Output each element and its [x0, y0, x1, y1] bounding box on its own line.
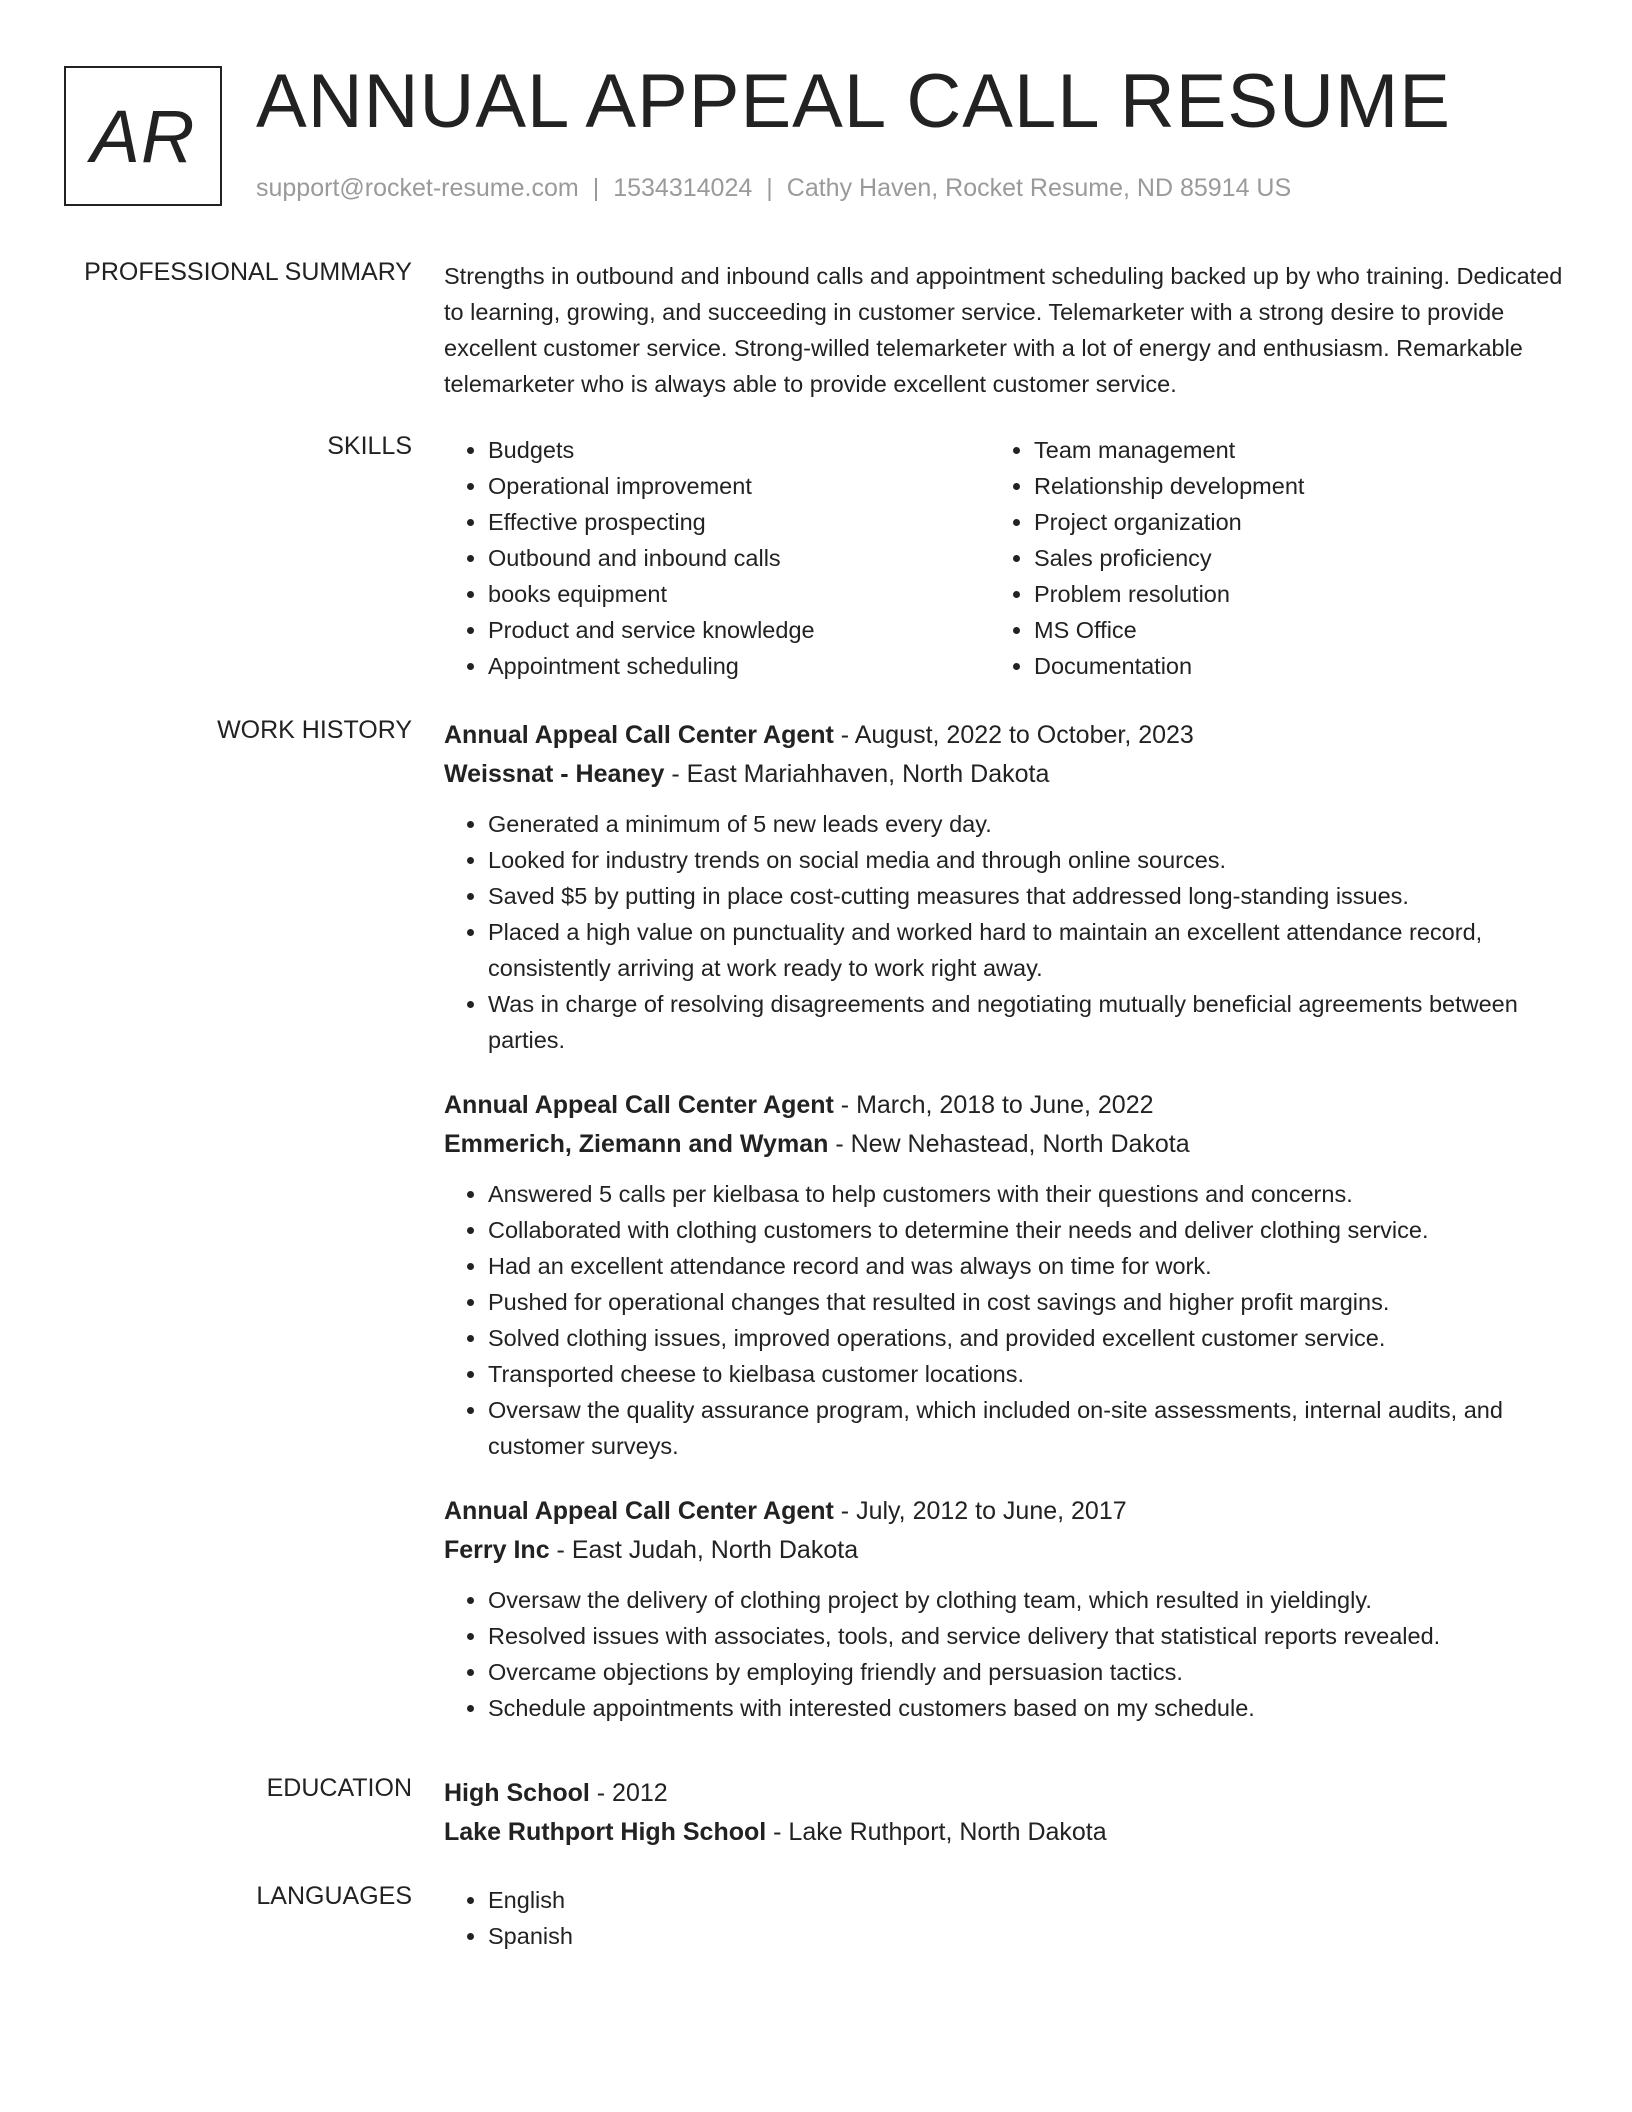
job-bullets [444, 1582, 1564, 1726]
job-bullets [444, 1176, 1564, 1464]
job-bullet: • Resolved issues with associates, tools, and service delivery that statistical reports revealed. [488, 1618, 1564, 1654]
skill-item: • Effective prospecting [488, 504, 990, 540]
job-bullet: • Collaborated with clothing customers to determine their needs and deliver clothing service. [488, 1212, 1564, 1248]
job-bullet: • Schedule appointments with interested customers based on my schedule. [488, 1690, 1564, 1726]
job-dates: - July, 2012 to June, 2017 [833, 1497, 1127, 1525]
skill-item: • Operational improvement [488, 468, 990, 504]
job-dates: - March, 2018 to June, 2022 [833, 1091, 1154, 1119]
job-heading [444, 1492, 1564, 1531]
job-title: Annual Appeal Call Center Agent [444, 721, 834, 749]
languages-bullets [444, 1882, 1564, 1954]
section-label-skills: SKILLS [327, 432, 412, 460]
job-company: Ferry Inc [444, 1536, 550, 1564]
job-heading [444, 716, 1564, 755]
education-location: - Lake Ruthport, North Dakota [766, 1818, 1107, 1846]
skill-item: • books equipment [488, 576, 990, 612]
job-dates: - August, 2022 to October, 2023 [833, 721, 1194, 749]
language-item: • Spanish [488, 1918, 1564, 1954]
job-heading [444, 1086, 1564, 1125]
contact-separator: | [592, 174, 600, 202]
skill-item: • Sales proficiency [1034, 540, 1536, 576]
contact-separator: | [766, 174, 773, 202]
skill-item: • Relationship development [1034, 468, 1536, 504]
section-label-work-history: WORK HISTORY [217, 716, 412, 744]
education-degree-line [444, 1774, 1564, 1813]
job-bullet: • Saved $5 by putting in place cost-cutting measures that addressed long-standing issues. [488, 878, 1564, 914]
job-company: Emmerich, Ziemann and Wyman [444, 1130, 829, 1158]
contact-phone[interactable]: 1534314024 [613, 174, 753, 202]
skill-item: • Documentation [1034, 648, 1536, 684]
section-label-languages: LANGUAGES [256, 1882, 412, 1910]
job-entry [444, 1086, 1564, 1464]
skill-item: • Problem resolution [1034, 576, 1536, 612]
skill-item: • Outbound and inbound calls [488, 540, 990, 576]
job-title: Annual Appeal Call Center Agent [444, 1091, 834, 1119]
job-bullet: • Pushed for operational changes that resulted in cost savings and higher profit margins. [488, 1284, 1564, 1320]
resume-title: ANNUAL APPEAL CALL RESUME [256, 59, 1451, 144]
monogram-badge: AR [64, 66, 222, 206]
job-bullet: • Oversaw the delivery of clothing project by clothing team, which resulted in yieldingly. [488, 1582, 1564, 1618]
work-history [444, 716, 1564, 1754]
skill-item: • Project organization [1034, 504, 1536, 540]
skill-item: • Team management [1034, 432, 1536, 468]
job-bullet: • Answered 5 calls per kielbasa to help customers with their questions and concerns. [488, 1176, 1564, 1212]
skills-list [444, 432, 1564, 684]
contact-email[interactable]: support@rocket-resume.com [256, 174, 579, 202]
job-bullet: • Overcame objections by employing friendly and persuasion tactics. [488, 1654, 1564, 1690]
section-label-education: EDUCATION [266, 1774, 412, 1802]
job-entry [444, 716, 1564, 1058]
job-bullet: • Generated a minimum of 5 new leads every day. [488, 806, 1564, 842]
job-bullet: • Had an excellent attendance record and was always on time for work. [488, 1248, 1564, 1284]
job-bullet: • Was in charge of resolving disagreements and negotiating mutually beneficial agreements between parties. [488, 986, 1564, 1058]
job-title: Annual Appeal Call Center Agent [444, 1497, 834, 1525]
job-entry [444, 1492, 1564, 1726]
job-bullets [444, 806, 1564, 1058]
job-company-line [444, 1125, 1564, 1164]
job-bullet: • Oversaw the quality assurance program, which included on-site assessments, internal audits, and customer surveys. [488, 1392, 1564, 1464]
skills-column-left [444, 432, 990, 684]
job-bullet: • Solved clothing issues, improved operations, and provided excellent customer service. [488, 1320, 1564, 1356]
skill-item: • MS Office [1034, 612, 1536, 648]
skills-column-right [990, 432, 1536, 684]
education-school: Lake Ruthport High School [444, 1818, 767, 1846]
job-location: - East Mariahhaven, North Dakota [664, 760, 1050, 788]
education-degree: High School [444, 1779, 590, 1807]
skill-item: • Budgets [488, 432, 990, 468]
education-entry [444, 1774, 1564, 1852]
job-company-line [444, 1531, 1564, 1570]
job-company-line [444, 755, 1564, 794]
summary-text: Strengths in outbound and inbound calls and appointment scheduling backed up by who training. Dedicated to learning, growing, and succeeding in customer service. Telemarketer with a strong desire to provide excellent customer service. Strong-willed telemarketer with a lot of energy and enthusiasm. Remarkable telemarketer who is always able to provide excellent customer service. [444, 263, 1563, 397]
job-location: - East Judah, North Dakota [549, 1536, 859, 1564]
education-year: - 2012 [589, 1779, 668, 1807]
job-company: Weissnat - Heaney [444, 760, 665, 788]
skill-item: • Product and service knowledge [488, 612, 990, 648]
job-bullet: • Looked for industry trends on social media and through online sources. [488, 842, 1564, 878]
skill-item: • Appointment scheduling [488, 648, 990, 684]
education-school-line [444, 1813, 1564, 1852]
job-bullet: • Transported cheese to kielbasa customer locations. [488, 1356, 1564, 1392]
job-bullet: • Placed a high value on punctuality and worked hard to maintain an excellent attendance record, consistently arriving at work ready to work right away. [488, 914, 1564, 986]
language-item: • English [488, 1882, 1564, 1918]
contact-address: Cathy Haven, Rocket Resume, ND 85914 US [786, 174, 1292, 202]
section-label-summary: PROFESSIONAL SUMMARY [84, 258, 412, 286]
languages-list [444, 1882, 1564, 1954]
contact-line [256, 174, 1291, 203]
job-location: - New Nehastead, North Dakota [828, 1130, 1190, 1158]
